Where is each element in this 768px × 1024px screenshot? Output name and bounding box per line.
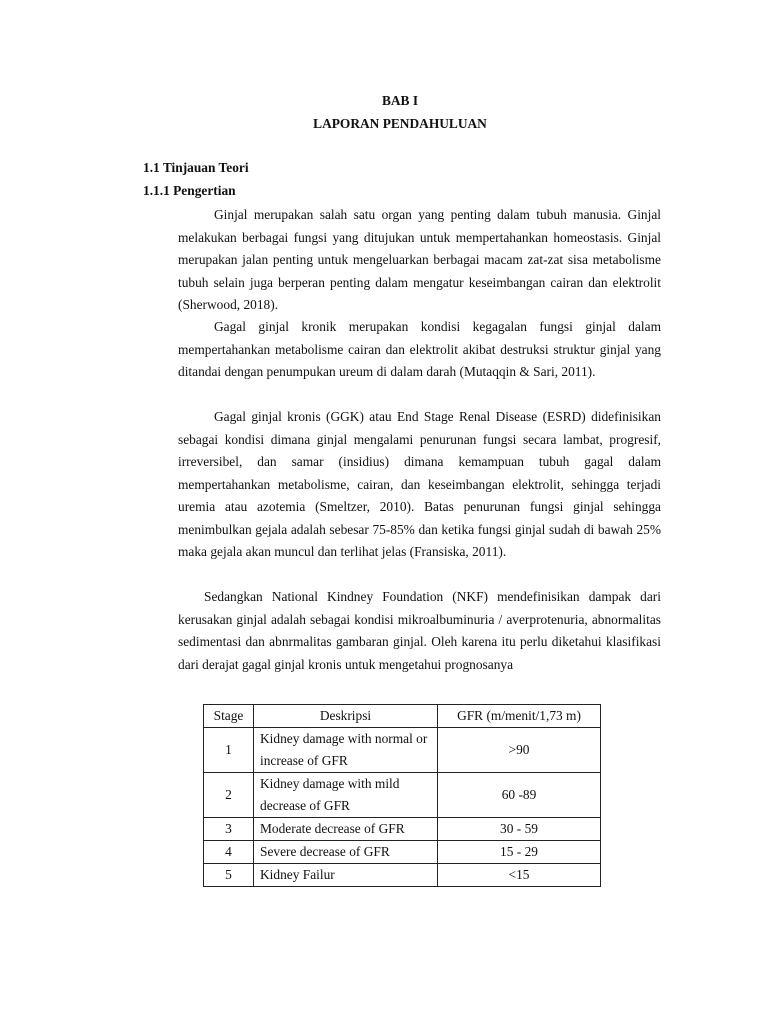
table-row <box>204 841 601 864</box>
stage-cell: 5 <box>204 864 254 887</box>
paragraph: Ginjal merupakan salah satu organ yang penting dalam tubuh manusia. Ginjal melakukan berbagai fungsi yang ditujukan untuk mempertahankan homeostasis. Ginjal merupakan jalan penting untuk mengeluarkan berbagai macam zat-zat sisa metabolisme tubuh selain juga berperan penting dalam mengatur keseimbangan cairan dan elektrolit (Sherwood, 2018). <box>178 207 661 312</box>
paragraph: Gagal ginjal kronis (GGK) atau End Stage Renal Disease (ESRD) didefinisikan sebagai kondisi dimana ginjal mengalami penurunan fungsi secara lambat, progresif, irreversibel, dan samar (insidius) dimana kemampuan tubuh gagal dalam mempertahankan metabolisme, cairan, dan keseimbangan elektrolit, sehingga terjadi uremia atau azotemia (Smeltzer, 2010). Batas penurunan fungsi ginjal sehingga menimbulkan gejala adalah sebesar 75-85% dan ketika fungsi ginjal sudah di bawah 25% maka gejala akan muncul dan terlihat jelas (Fransiska, 2011). <box>178 409 661 559</box>
description-cell: Kidney damage with normal or increase of GFR <box>254 728 438 773</box>
stage-cell: 4 <box>204 841 254 864</box>
ckd-stage-table <box>203 704 601 887</box>
page-title: LAPORAN PENDAHULUAN <box>313 116 487 131</box>
paragraph: Sedangkan National Kindney Foundation (NKF) mendefinisikan dampak dari kerusakan ginjal adalah sebagai kondisi mikroalbuminuria / averprotenuria, abnormalitas sedimentasi dan abnrmalitas gambaran ginjal. Oleh karena itu perlu diketahui klasifikasi dari derajat gagal ginjal kronis untuk mengetahui prognosanya <box>178 589 661 672</box>
gfr-cell: >90 <box>438 728 601 773</box>
description-cell: Kidney damage with mild decrease of GFR <box>254 773 438 818</box>
gfr-cell: 15 - 29 <box>438 841 601 864</box>
stage-cell: 2 <box>204 773 254 818</box>
chapter-heading: BAB I <box>381 93 419 108</box>
description-cell: Severe decrease of GFR <box>254 841 438 864</box>
table-row <box>204 773 601 818</box>
column-header: GFR (m/menit/1,73 m) <box>438 705 601 728</box>
description-cell: Kidney Failur <box>254 864 438 887</box>
column-header: Stage <box>204 705 254 728</box>
table-row <box>204 818 601 841</box>
description-cell: Moderate decrease of GFR <box>254 818 438 841</box>
paragraph: Gagal ginjal kronik merupakan kondisi kegagalan fungsi ginjal dalam mempertahankan metabolisme cairan dan elektrolit akibat destruksi struktur ginjal yang ditandai dengan penumpukan ureum di dalam darah (Mutaqqin & Sari, 2011). <box>178 319 661 379</box>
section-heading: 1.1 Tinjauan Teori <box>143 160 249 175</box>
gfr-cell: 30 - 59 <box>438 818 601 841</box>
gfr-cell: <15 <box>438 864 601 887</box>
gfr-cell: 60 -89 <box>438 773 601 818</box>
table-row <box>204 728 601 773</box>
column-header: Deskripsi <box>254 705 438 728</box>
subsection-heading: 1.1.1 Pengertian <box>143 183 236 198</box>
stage-cell: 3 <box>204 818 254 841</box>
stage-cell: 1 <box>204 728 254 773</box>
table-header-row <box>204 705 601 728</box>
table-row <box>204 864 601 887</box>
